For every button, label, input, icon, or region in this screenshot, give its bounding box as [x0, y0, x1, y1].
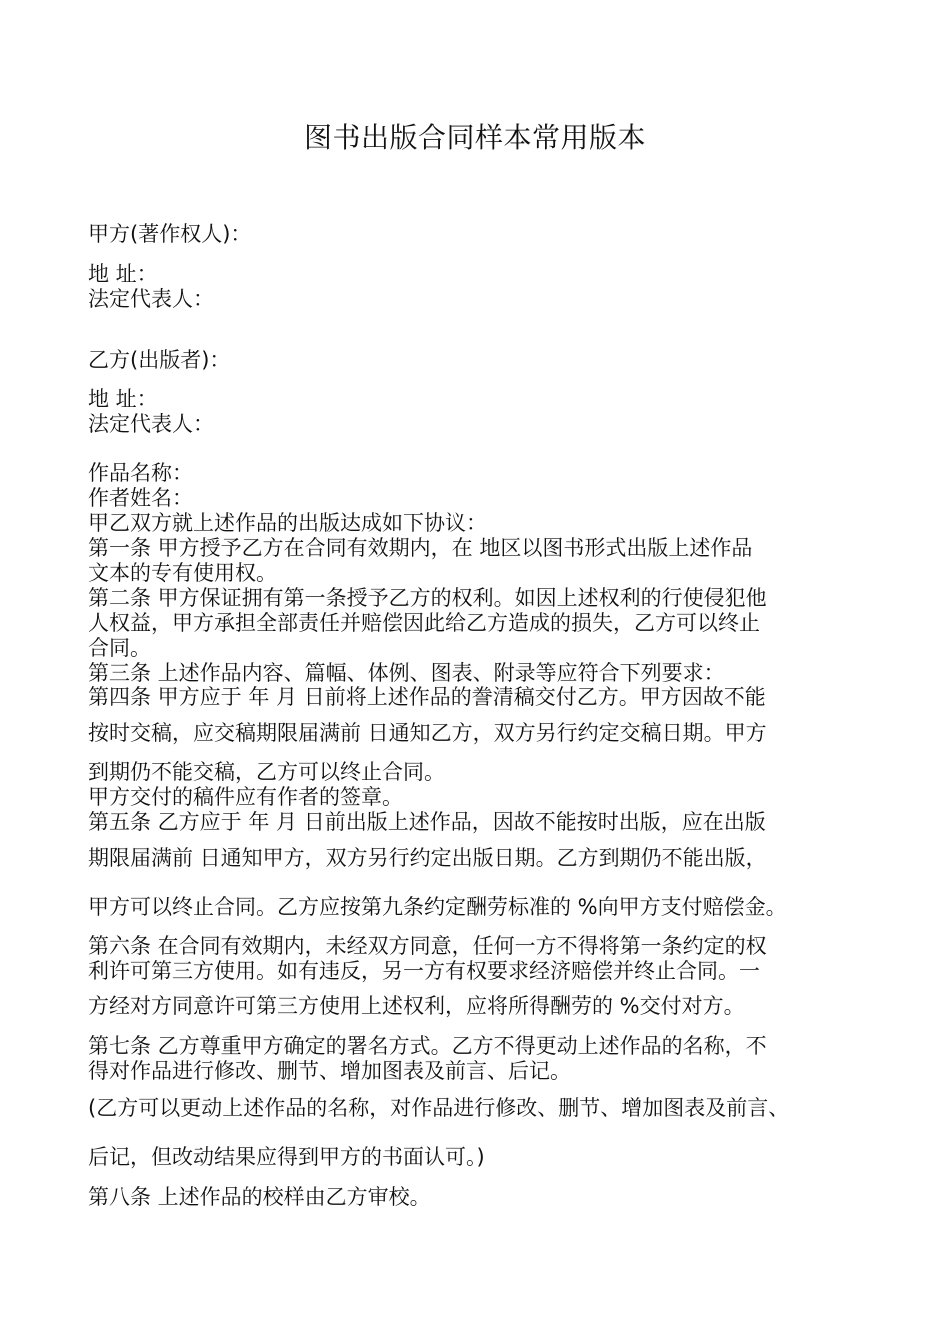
article-4-line-1: 第四条 甲方应于 年 月 日前将上述作品的誊清稿交付乙方。甲方因故不能 [88, 685, 766, 709]
article-5-line-2: 期限届满前 日通知甲方，双方另行约定出版日期。乙方到期仍不能出版， [88, 846, 767, 870]
article-5-line-3: 甲方可以终止合同。乙方应按第九条约定酬劳标准的 %向甲方支付赔偿金。 [88, 895, 787, 919]
article-7-note-line-2: 后记，但改动结果应得到甲方的书面认可。) [88, 1145, 485, 1169]
party-a-heading: 甲方(著作权人)： [88, 222, 252, 246]
article-6-line-1: 第六条 在合同有效期内，未经双方同意，任何一方不得将第一条约定的权 [88, 934, 767, 958]
article-7-line-2: 得对作品进行修改、删节、增加图表及前言、后记。 [88, 1059, 571, 1083]
article-7-line-1: 第七条 乙方尊重甲方确定的署名方式。乙方不得更动上述作品的名称，不 [88, 1034, 767, 1058]
article-4-line-3: 到期仍不能交稿，乙方可以终止合同。 [88, 760, 445, 784]
party-a-address: 地 址： [88, 262, 158, 286]
article-2-line-1: 第二条 甲方保证拥有第一条授予乙方的权利。如因上述权利的行使侵犯他 [88, 586, 767, 610]
article-7-note-line-1: (乙方可以更动上述作品的名称，对作品进行修改、删节、增加图表及前言、 [88, 1096, 790, 1120]
article-2-line-3: 合同。 [88, 636, 151, 660]
party-b-address: 地 址： [88, 387, 158, 411]
author-name-field: 作者姓名： [88, 486, 193, 510]
article-1-line-1: 第一条 甲方授予乙方在合同有效期内，在 地区以图书形式出版上述作品 [88, 536, 753, 560]
article-1-line-2: 文本的专有使用权。 [88, 561, 277, 585]
party-a-representative: 法定代表人： [88, 287, 214, 311]
article-4-line-4: 甲方交付的稿件应有作者的签章。 [88, 785, 403, 809]
article-5-line-1: 第五条 乙方应于 年 月 日前出版上述作品，因故不能按时出版，应在出版 [88, 810, 766, 834]
party-b-representative: 法定代表人： [88, 412, 214, 436]
article-8-line-1: 第八条 上述作品的校样由乙方审校。 [88, 1185, 431, 1209]
work-title-field: 作品名称： [88, 461, 193, 485]
article-6-line-2: 利许可第三方使用。如有违反，另一方有权要求经济赔偿并终止合同。一 [88, 959, 760, 983]
party-b-heading: 乙方(出版者)： [88, 348, 231, 372]
article-3-line-1: 第三条 上述作品内容、篇幅、体例、图表、附录等应符合下列要求： [88, 661, 725, 685]
article-4-line-2: 按时交稿，应交稿期限届满前 日通知乙方，双方另行约定交稿日期。甲方 [88, 721, 767, 745]
document-title: 图书出版合同样本常用版本 [303, 121, 646, 154]
agreement-intro: 甲乙双方就上述作品的出版达成如下协议： [88, 511, 487, 535]
article-6-line-3: 方经对方同意许可第三方使用上述权利，应将所得酬劳的 %交付对方。 [88, 994, 745, 1018]
article-2-line-2: 人权益，甲方承担全部责任并赔偿因此给乙方造成的损失，乙方可以终止 [88, 611, 760, 635]
